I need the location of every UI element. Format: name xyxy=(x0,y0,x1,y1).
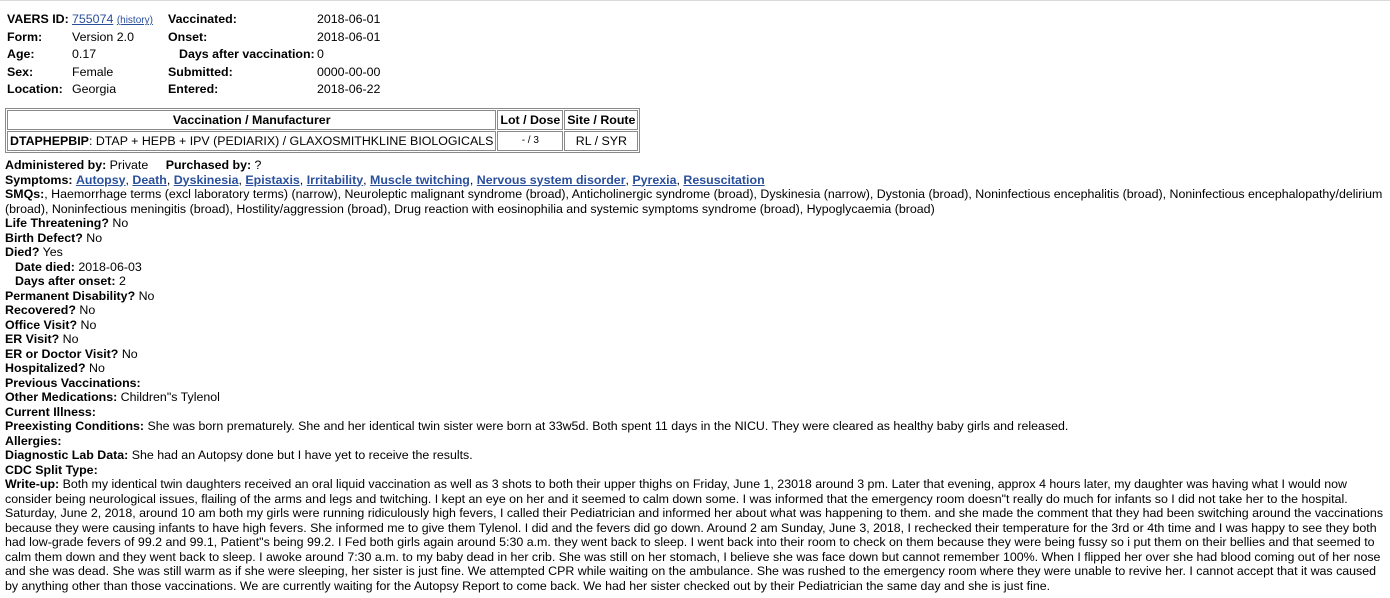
site-route-cell: RL / SYR xyxy=(564,131,638,151)
symptom-link[interactable]: Muscle twitching xyxy=(370,172,470,187)
symptom-link[interactable]: Pyrexia xyxy=(632,172,677,187)
er-doctor-visit-value: No xyxy=(121,346,138,361)
permanent-disability-value: No xyxy=(138,288,155,303)
vaccine-cell xyxy=(7,131,496,151)
vaccination-table xyxy=(5,108,640,153)
er-visit-line xyxy=(5,332,1389,347)
er-visit-value: No xyxy=(62,332,79,346)
smqs-value: , Haemorrhage terms (excl laboratory terms) (narrow), Neuroleptic malignant syndrome (broad), Anticholinergic syndrome (broad), Dyskinesia (narrow), Dystonia (broad), Noninfectious encephalitis (broad), Noninfectious encephalopathy/delirium (broad), Noninfectious meningitis (broad), Hostility/aggression (broad), Drug reaction with eosinophilia and systemic symptoms syndrome (broad), Hypoglycaemia (broad) xyxy=(5,187,1383,216)
diagnostic-lab-value: She had an Autopsy done but I have yet to receive the results. xyxy=(131,448,473,462)
life-threatening-line xyxy=(5,216,1389,231)
preexisting-conditions-value: She was born prematurely. She and her identical twin sister were born at 33w5d. Both spent 11 days in the NICU. They were cleared as healthy baby girls and released. xyxy=(147,419,1069,433)
permanent-disability-label: Permanent Disability? xyxy=(5,288,136,303)
vaers-id-label: VAERS ID: xyxy=(7,12,69,26)
died-label: Died? xyxy=(5,245,40,259)
other-medications-line xyxy=(5,390,1389,405)
current-illness-line xyxy=(5,405,1389,420)
recovered-line xyxy=(5,303,1389,318)
er-visit-label: ER Visit? xyxy=(5,332,60,346)
permanent-disability-line xyxy=(5,289,1389,304)
symptom-link[interactable]: Autopsy xyxy=(75,172,126,187)
lot-dose-cell: - / 3 xyxy=(497,131,563,151)
vaers-id-link[interactable]: 755074 xyxy=(72,12,114,26)
vaccinated-value: 2018-06-01 xyxy=(317,12,381,26)
days-after-onset-label: Days after onset: xyxy=(15,274,116,288)
col-lot-dose: Lot / Dose xyxy=(497,110,563,130)
symptom-link[interactable]: Nervous system disorder xyxy=(476,172,626,187)
symptoms-label: Symptoms: xyxy=(5,172,73,187)
symptom-link[interactable]: Epistaxis xyxy=(245,172,300,187)
entered-value: 2018-06-22 xyxy=(317,82,381,97)
allergies-label: Allergies: xyxy=(5,433,62,448)
life-threatening-value: No xyxy=(112,216,129,230)
previous-vaccinations-line xyxy=(5,376,1389,391)
cdc-split-type-line xyxy=(5,463,1389,478)
administered-label: Administered by: xyxy=(5,158,107,172)
age-label: Age: xyxy=(7,47,35,62)
history-link[interactable]: (history) xyxy=(116,15,153,26)
symptom-link[interactable]: Death xyxy=(132,172,167,187)
smqs-label: SMQs: xyxy=(5,187,45,201)
administered-value: Private xyxy=(109,158,149,172)
form-label: Form: xyxy=(7,29,43,44)
birth-defect-value: No xyxy=(86,230,103,245)
entered-label: Entered: xyxy=(168,82,219,97)
symptom-link[interactable]: Resuscitation xyxy=(683,172,765,187)
top-divider xyxy=(0,0,1390,1)
write-up-label: Write-up: xyxy=(5,477,60,491)
days-after-vaccination-value: 0 xyxy=(317,47,324,62)
cdc-split-type-label: CDC Split Type: xyxy=(5,462,98,477)
days-after-onset-line xyxy=(5,274,1389,289)
office-visit-line xyxy=(5,318,1389,333)
other-medications-value: Children"s Tylenol xyxy=(120,390,220,404)
life-threatening-label: Life Threatening? xyxy=(5,216,109,230)
office-visit-value: No xyxy=(80,317,97,332)
other-medications-label: Other Medications: xyxy=(5,390,118,404)
preexisting-conditions-label: Preexisting Conditions: xyxy=(5,419,145,433)
hospitalized-label: Hospitalized? xyxy=(5,361,86,375)
submitted-value: 0000-00-00 xyxy=(317,64,381,79)
smqs-line xyxy=(5,187,1389,216)
write-up-value: Both my identical twin daughters received an oral liquid vaccination as well as 3 shots to both their upper thighs on Friday, June 1, 23018 around 3 pm. Later that evening, approx 4 hours later, my daughter was having what I would now consider being neurological issues, flailing of the arms and legs and twitching. I kept an eye on her and it seemed to calm down some. I was informed that the emergency room doesn"t really do much for infants so I did not take her to the hospital. Saturday, June 2, 2018, around 10 am both my girls were running ridiculously high fevers, I called their Pediatrician and informed her about what was happening to them. and she made the comment that they had been switching around the vaccinations because they were causing infants to have high fevers. She informed me to give them Tylenol. I did and the fevers did go down. Around 2 am Sunday, June 3, 2018, I rechecked their temperature for the 3rd or 4th time and I was happy to see they both had low-grade fevers of 99.2 and 99.1, Patient"s being 99.2. I Fed both girls again around 5:30 a.m. they went back to sleep. I went back into their room to check on them because they were being fussy so i put them on their bellies and that seemed to calm them down and they went back to sleep. I awoke around 7:30 a.m. to my baby dead in her crib. She was still on her stomach, I believe she was face down but cannot remember 100%. When I flipped her over she had blood coming out of her nose and she was dead. She was still warm as if she were sleeping, her sister is just fine. We attempted CPR while waiting on the ambulance. She was rushed to the emergency room where they were unable to revive her. I cannot accept that it was caused by anything other than those vaccinations. We are currently waiting for the Autopsy Report to come back. We had her sister checked out by their Pediatrician the same day and she is just fine. xyxy=(5,477,1384,593)
died-value: Yes xyxy=(42,245,63,259)
administered-purchased-line xyxy=(5,158,1389,173)
diagnostic-lab-line xyxy=(5,448,1389,463)
days-after-onset-value: 2 xyxy=(119,274,126,288)
recovered-value: No xyxy=(79,303,96,317)
purchased-value: ? xyxy=(254,158,262,172)
birth-defect-label: Birth Defect? xyxy=(5,230,83,245)
form-value: Version 2.0 xyxy=(72,29,134,44)
table-row xyxy=(7,131,638,151)
er-doctor-visit-label: ER or Doctor Visit? xyxy=(5,346,119,361)
previous-vaccinations-label: Previous Vaccinations: xyxy=(5,375,141,390)
purchased-label: Purchased by: xyxy=(165,158,252,172)
vaccine-description: : DTAP + HEPB + IPV (PEDIARIX) / GLAXOSMITHKLINE BIOLOGICALS xyxy=(88,133,494,148)
allergies-line xyxy=(5,434,1389,449)
vaccination-table-header xyxy=(7,110,638,130)
submitted-label: Submitted: xyxy=(168,64,233,79)
age-value: 0.17 xyxy=(72,47,97,62)
col-site-route: Site / Route xyxy=(564,110,638,130)
diagnostic-lab-label: Diagnostic Lab Data: xyxy=(5,448,129,462)
birth-defect-line xyxy=(5,231,1389,246)
write-up-line xyxy=(5,477,1389,593)
symptom-link[interactable]: Irritability xyxy=(306,172,364,187)
report-details xyxy=(5,158,1389,593)
onset-value: 2018-06-01 xyxy=(317,29,381,44)
symptom-link[interactable]: Dyskinesia xyxy=(173,172,239,187)
symptoms-line: Symptoms: Autopsy, Death, Dyskinesia, Epistaxis, Irritability, Muscle twitching, Nervous system disorder, Pyrexia, Resuscitation xyxy=(5,172,765,187)
er-doctor-visit-line xyxy=(5,347,1389,362)
onset-label: Onset: xyxy=(168,29,208,44)
office-visit-label: Office Visit? xyxy=(5,317,78,332)
sex-value: Female xyxy=(72,64,114,79)
date-died-value: 2018-06-03 xyxy=(78,259,142,274)
date-died-line xyxy=(5,260,1389,275)
hospitalized-value: No xyxy=(89,361,105,375)
location-value: Georgia xyxy=(72,82,117,97)
died-line xyxy=(5,245,1389,260)
current-illness-label: Current Illness: xyxy=(5,404,96,419)
col-vaccination-manufacturer: Vaccination / Manufacturer xyxy=(7,110,496,130)
recovered-label: Recovered? xyxy=(5,303,76,317)
vaccinated-label: Vaccinated: xyxy=(168,12,237,26)
location-label: Location: xyxy=(7,82,63,97)
date-died-label: Date died: xyxy=(15,259,75,274)
vaccine-code: DTAPHEPBIP xyxy=(10,133,89,148)
days-after-vaccination-label: Days after vaccination: xyxy=(179,47,315,62)
sex-label: Sex: xyxy=(7,64,34,79)
preexisting-conditions-line xyxy=(5,419,1389,434)
hospitalized-line xyxy=(5,361,1389,376)
